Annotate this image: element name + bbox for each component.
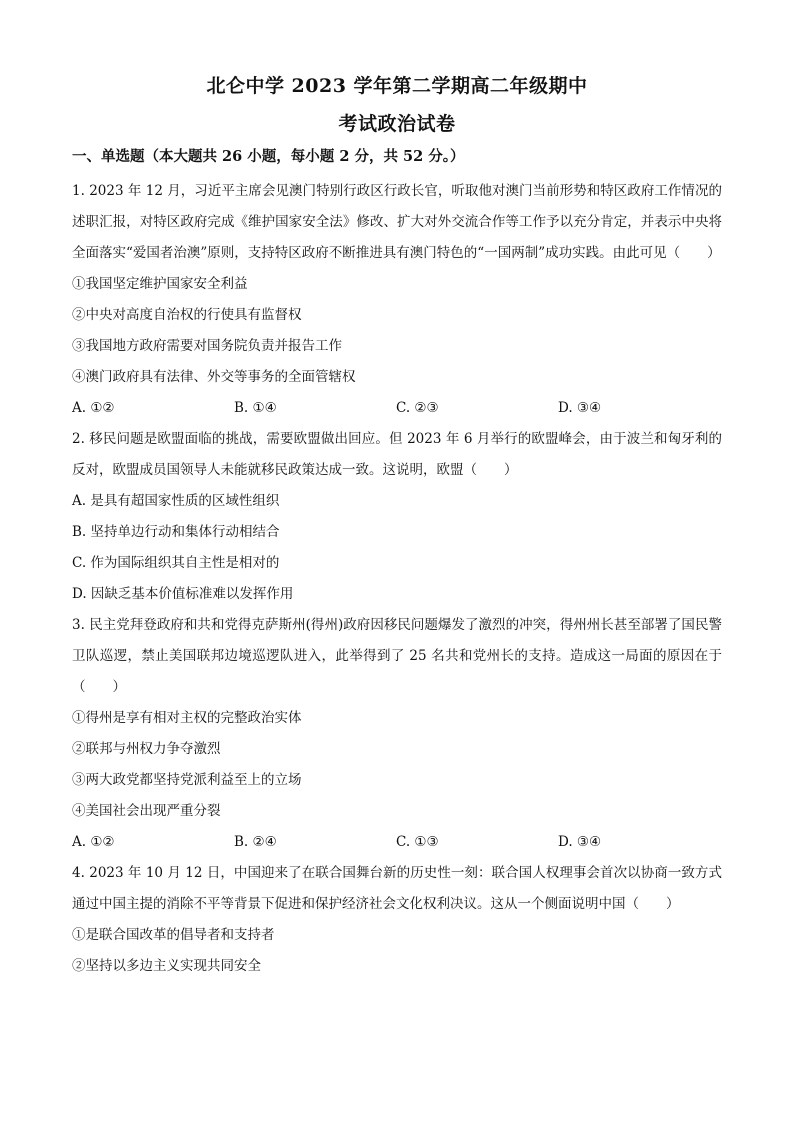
choice-c: C. ①③ bbox=[396, 834, 439, 850]
question-1-choices bbox=[72, 393, 722, 424]
choice-d: D. ③④ bbox=[558, 400, 602, 416]
question-4-option: ①是联合国改革的倡导者和支持者 bbox=[72, 927, 275, 943]
question-1-stem: 1. 2023 年 12 月，习近平主席会见澳门特别行政区行政长官，听取他对澳门当前形势和特区政府工作情况的述职汇报，对特区政府完成《维护国家安全法》修改、扩大对外交流合作等工作予以充分肯定，并表示中央将全面落实“爱国者治澳”原则，支持特区政府不断推进具有澳门特色的“一国两制”成功实践。由此可见（ ） bbox=[72, 183, 722, 261]
question-4-option: ②坚持以多边主义实现共同安全 bbox=[72, 958, 261, 974]
choice-a: A. ①② bbox=[72, 834, 115, 850]
choice-d: D. ③④ bbox=[558, 834, 602, 850]
question-3-option: ③两大政党都坚持党派利益至上的立场 bbox=[72, 772, 302, 788]
question-2-option: C. 作为国际组织其自主性是相对的 bbox=[72, 555, 280, 571]
question-2-option: D. 因缺乏基本价值标准难以发挥作用 bbox=[72, 586, 294, 602]
question-1-option: ②中央对高度自治权的行使具有监督权 bbox=[72, 307, 302, 323]
choice-b: B. ②④ bbox=[234, 834, 277, 850]
question-3-option: ④美国社会出现严重分裂 bbox=[72, 803, 221, 819]
choice-b: B. ①④ bbox=[234, 400, 277, 416]
question-2-stem: 2. 移民问题是欧盟面临的挑战，需要欧盟做出回应。但 2023 年 6 月举行的欧盟峰会，由于波兰和匈牙利的反对，欧盟成员国领导人未能就移民政策达成一致。这说明，欧盟（ ） bbox=[72, 431, 722, 478]
question-2-option: A. 是具有超国家性质的区域性组织 bbox=[72, 493, 280, 509]
exam-title-line1: 北仑中学 2023 学年第二学期高二年级期中 bbox=[206, 75, 588, 97]
section-heading: 一、单选题（本大题共 26 小题，每小题 2 分，共 52 分。） bbox=[72, 148, 465, 165]
question-4-stem: 4. 2023 年 10 月 12 日，中国迎来了在联合国舞台新的历史性一刻：联合国人权理事会首次以协商一致方式通过中国主提的消除不平等背景下促进和保护经济社会文化权利决议。这从一个侧面说明中国（ ） bbox=[72, 865, 722, 912]
question-2-option: B. 坚持单边行动和集体行动相结合 bbox=[72, 524, 280, 540]
question-3-option: ①得州是享有相对主权的完整政治实体 bbox=[72, 710, 302, 726]
choice-a: A. ①② bbox=[72, 400, 115, 416]
question-1-option: ④澳门政府具有法律、外交等事务的全面管辖权 bbox=[72, 369, 356, 385]
question-1-option: ①我国坚定维护国家安全利益 bbox=[72, 276, 248, 292]
question-3-choices bbox=[72, 827, 722, 858]
exam-title-line2: 考试政治试卷 bbox=[338, 113, 456, 135]
question-3-option: ②联邦与州权力争夺激烈 bbox=[72, 741, 221, 757]
question-3-stem: 3. 民主党拜登政府和共和党得克萨斯州(得州)政府因移民问题爆发了激烈的冲突，得州州长甚至部署了国民警卫队巡逻，禁止美国联邦边境巡逻队进入，此举得到了 25 名共和党州长的支持。造成这一局面的原因在于（ ） bbox=[72, 617, 722, 695]
question-1-option: ③我国地方政府需要对国务院负责并报告工作 bbox=[72, 338, 342, 354]
choice-c: C. ②③ bbox=[396, 400, 439, 416]
